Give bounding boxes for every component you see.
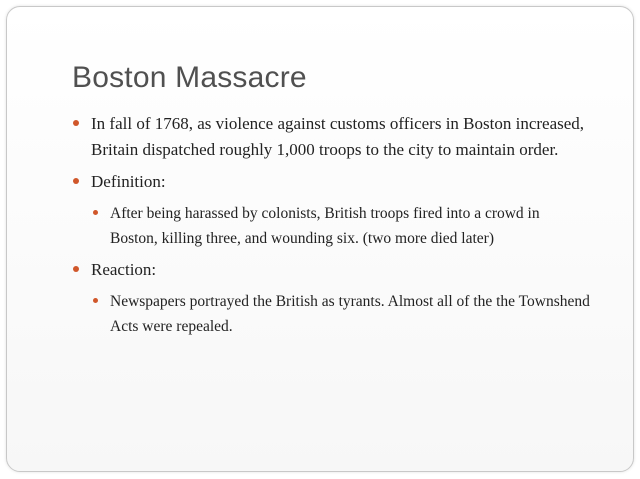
bullet-item — [73, 111, 613, 163]
bullet-icon — [93, 298, 98, 303]
sub-bullet-item — [93, 289, 590, 339]
bullet-icon — [73, 120, 79, 126]
slide — [6, 6, 634, 472]
bullet-icon — [73, 266, 79, 272]
bullet-text: Definition: — [91, 172, 166, 191]
sub-bullet-text: After being harassed by colonists, British troops fired into a crowd in Boston, killing three, and wounding six. (two more died later) — [110, 205, 540, 247]
bullet-text: In fall of 1768, as violence against customs officers in Boston increased, Britain dispatched roughly 1,000 troops to the city to maintain order. — [91, 114, 585, 159]
bullet-icon — [73, 178, 79, 184]
bullet-item — [73, 169, 613, 195]
bullet-icon — [93, 210, 98, 215]
sub-bullet-item — [93, 201, 590, 251]
sub-bullet-text: Newspapers portrayed the British as tyrants. Almost all of the the Townshend Acts were repealed. — [110, 293, 590, 335]
bullet-item — [73, 257, 613, 283]
bullet-list — [73, 111, 613, 345]
bullet-text: Reaction: — [91, 260, 157, 279]
slide-title: Boston Massacre — [72, 61, 307, 94]
